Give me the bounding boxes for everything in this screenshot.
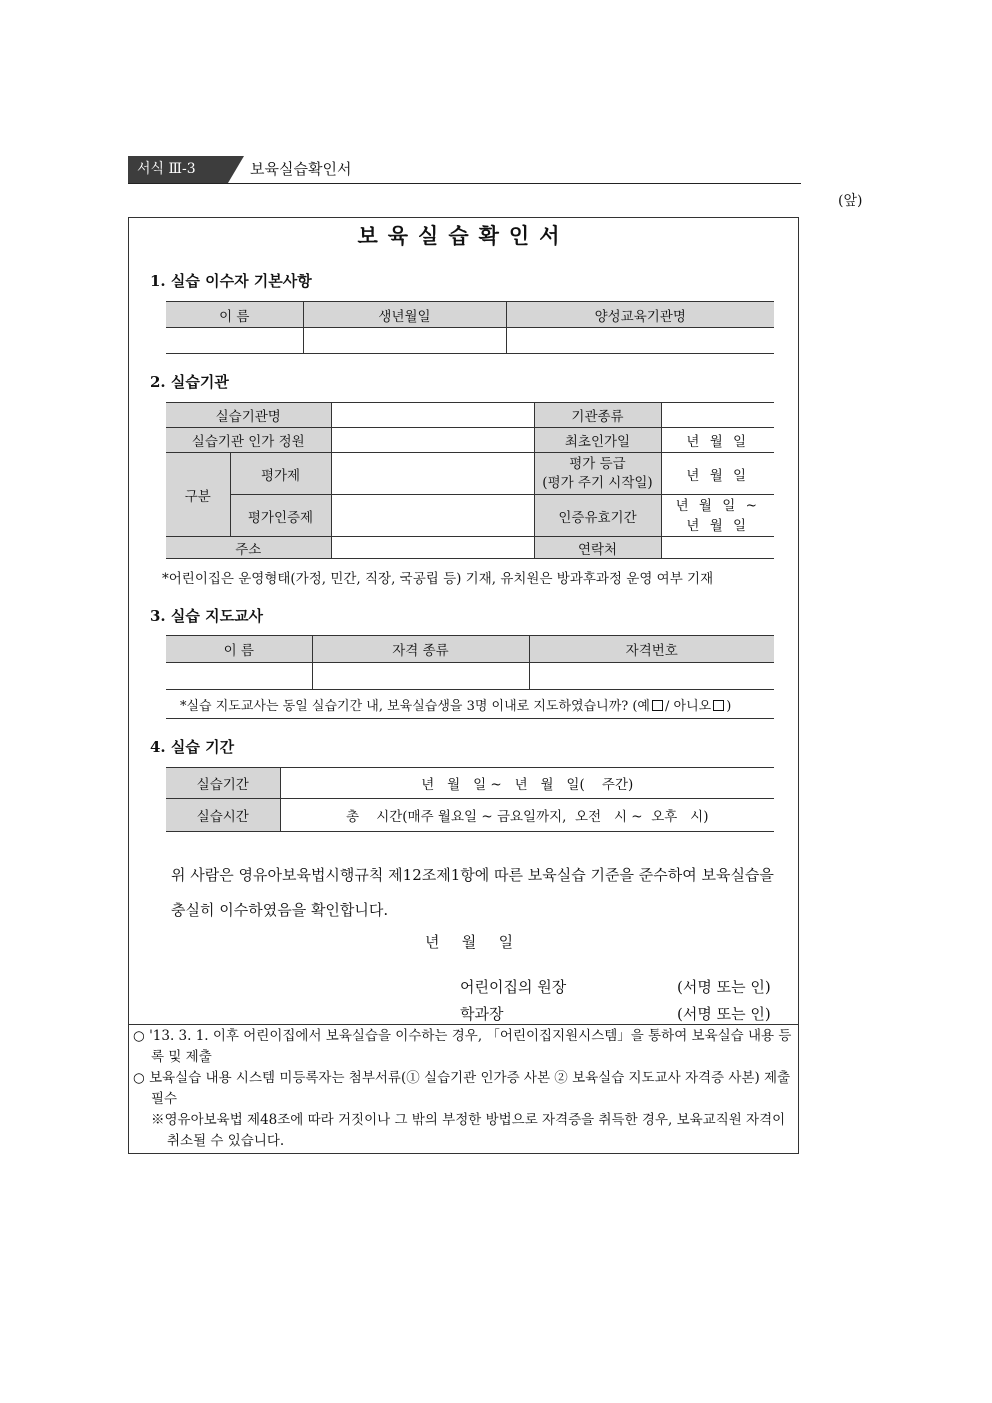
birthdate-header: 생년월일 xyxy=(303,302,506,328)
trainee-table xyxy=(166,301,774,354)
institution-note: *어린이집은 운영형태(가정, 민간, 직장, 국공립 등) 기재, 유치원은 방과후과정 운영 여부 기재 xyxy=(162,571,714,587)
cert-system-label: 평가인증제 xyxy=(230,495,331,537)
director-sign[interactable]: (서명 또는 인) xyxy=(677,978,771,996)
name-field[interactable] xyxy=(166,328,303,354)
eval-grade-subtitle: (평가 주기 시작일) xyxy=(542,474,653,491)
hours-label: 실습시간 xyxy=(166,799,280,832)
contact-field[interactable] xyxy=(661,537,774,559)
side-label: (앞) xyxy=(838,193,863,209)
institution-header: 양성교육기관명 xyxy=(506,302,774,328)
eval-grade-date[interactable]: 년 월 일 xyxy=(661,453,774,495)
period-table xyxy=(166,767,774,832)
first-approval-date[interactable]: 년 월 일 xyxy=(661,428,774,453)
signature-date[interactable]: 년 월 일 xyxy=(425,933,516,951)
dean-label: 학과장 xyxy=(460,1005,504,1023)
supervisor-name-header: 이 름 xyxy=(166,636,312,663)
section-2-heading: 2. 실습기관 xyxy=(150,373,229,391)
inst-name-field[interactable] xyxy=(331,403,534,428)
no-checkbox[interactable] xyxy=(713,700,724,711)
form-code: 서식 Ⅲ-3 xyxy=(128,156,228,183)
page-title: 보육실습확인서 xyxy=(357,223,570,248)
hours-field[interactable]: 총 시간(매주 월요일 ~ 금요일까지, 오전 시 ~ 오후 시) xyxy=(280,799,774,832)
eval-system-field[interactable] xyxy=(331,453,534,495)
approval-label: 실습기관 인가 정원 xyxy=(166,428,331,453)
director-label: 어린이집의 원장 xyxy=(460,978,567,996)
footer-note-1: ○ '13. 3. 1. 이후 어린이집에서 보육실습을 이수하는 경우, 「어린이집지원시스템」을 통하여 보육실습 내용 등록 및 제출 xyxy=(133,1028,792,1065)
supervisor-note xyxy=(166,690,774,719)
qualification-number-field[interactable] xyxy=(529,663,774,690)
period-field[interactable]: 년 월 일 ~ 년 월 일( 주간) xyxy=(280,768,774,799)
first-approval-label: 최초인가일 xyxy=(534,428,661,453)
cert-valid-label: 인증유효기간 xyxy=(534,495,661,537)
cert-valid-range[interactable] xyxy=(661,495,774,537)
qualification-type-header: 자격 종류 xyxy=(312,636,529,663)
inst-type-label: 기관종류 xyxy=(534,403,661,428)
section-4-heading: 4. 실습 기간 xyxy=(150,738,235,756)
category-label: 구분 xyxy=(166,453,230,537)
cert-valid-start: 년 월 일 ~ xyxy=(675,497,760,514)
inst-name-label: 실습기관명 xyxy=(166,403,331,428)
footer-notes xyxy=(129,1024,798,1153)
section-3-heading: 3. 실습 지도교사 xyxy=(150,607,264,625)
institution-field[interactable] xyxy=(506,328,774,354)
form-name: 보육실습확인서 xyxy=(250,160,352,178)
period-label: 실습기간 xyxy=(166,768,280,799)
supervisor-note-end: ) xyxy=(726,698,732,714)
eval-grade-label xyxy=(534,453,661,495)
cert-system-field[interactable] xyxy=(331,495,534,537)
supervisor-table xyxy=(166,635,774,719)
cert-valid-end: 년 월 일 xyxy=(686,517,750,534)
inst-type-field[interactable] xyxy=(661,403,774,428)
contact-label: 연락처 xyxy=(534,537,661,559)
supervisor-name-field[interactable] xyxy=(166,663,312,690)
eval-system-label: 평가제 xyxy=(230,453,331,495)
footer-note-3: ※영유아보육법 제48조에 따라 거짓이나 그 밖의 부정한 방법으로 자격증을 취득한 경우, 보육교직원 자격이 취소될 수 있습니다. xyxy=(151,1112,786,1149)
institution-table xyxy=(166,402,774,559)
name-header: 이 름 xyxy=(166,302,303,328)
qualification-type-field[interactable] xyxy=(312,663,529,690)
yes-checkbox[interactable] xyxy=(652,700,663,711)
qualification-number-header: 자격번호 xyxy=(529,636,774,663)
section-1-heading: 1. 실습 이수자 기본사항 xyxy=(150,272,312,290)
dean-sign[interactable]: (서명 또는 인) xyxy=(677,1005,771,1023)
birthdate-field[interactable] xyxy=(303,328,506,354)
eval-grade-title: 평가 등급 xyxy=(569,455,626,472)
address-field[interactable] xyxy=(331,537,534,559)
confirmation-statement: 위 사람은 영유아보육법시행규칙 제12조제1항에 따른 보육실습 기준을 준수하여 보육실습을 충실히 이수하였음을 확인합니다. xyxy=(171,866,774,919)
supervisor-note-mid: / 아니오 xyxy=(665,698,712,714)
form-header xyxy=(128,156,801,184)
certificate-frame xyxy=(128,217,799,1154)
supervisor-note-text: *실습 지도교사는 동일 실습기간 내, 보육실습생을 3명 이내로 지도하였습니까? (예 xyxy=(180,698,650,714)
footer-note-2: ○ 보육실습 내용 시스템 미등록자는 첨부서류(① 실습기관 인가증 사본 ② 보육실습 지도교사 자격증 사본) 제출 필수 xyxy=(133,1070,791,1107)
approval-field[interactable] xyxy=(331,428,534,453)
address-label: 주소 xyxy=(166,537,331,559)
